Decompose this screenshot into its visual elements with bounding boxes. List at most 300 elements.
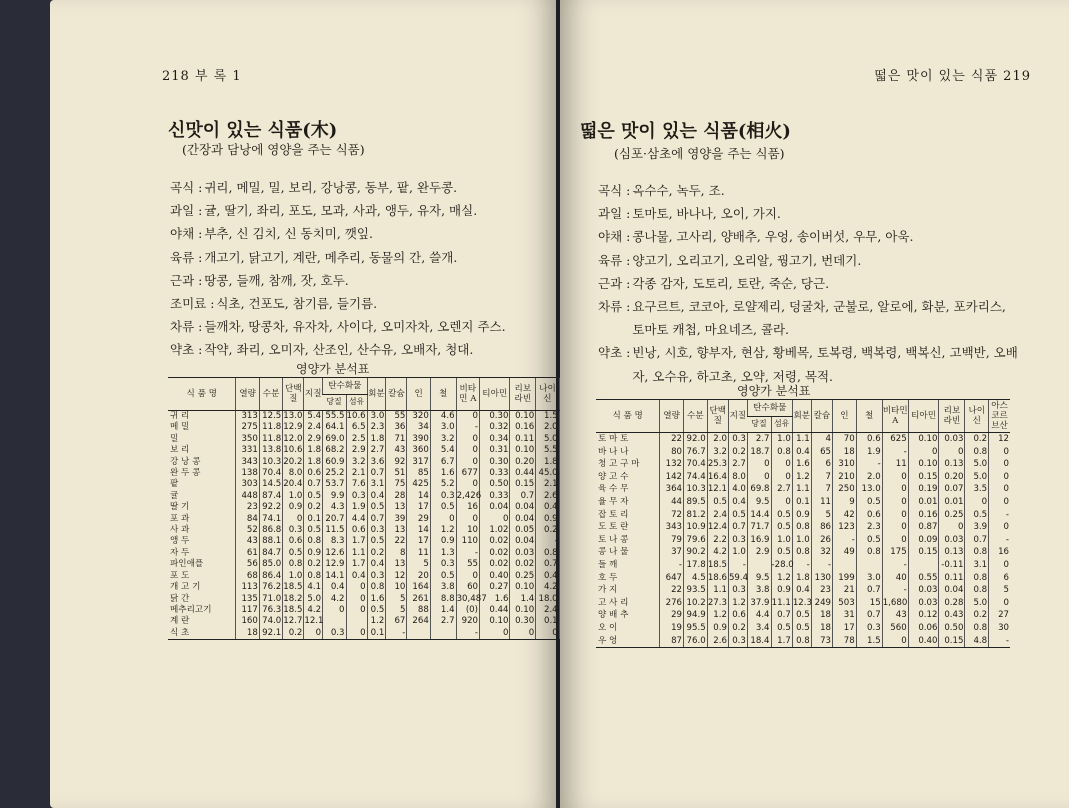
value-cell: 5.4 bbox=[430, 445, 456, 456]
nutrition-table bbox=[596, 399, 1010, 648]
value-cell: 0.6 bbox=[346, 525, 367, 536]
value-cell bbox=[747, 559, 771, 572]
value-cell: 43 bbox=[386, 445, 407, 456]
value-cell: - bbox=[536, 536, 559, 547]
value-cell: 2.6 bbox=[707, 635, 728, 648]
value-cell: 0.2 bbox=[728, 622, 747, 635]
value-cell: 81.2 bbox=[684, 509, 708, 522]
value-cell: 12 bbox=[989, 433, 1010, 446]
food-name-cell: 들 깨 bbox=[598, 559, 618, 570]
value-cell: 0 bbox=[989, 483, 1010, 496]
value-cell: 5 bbox=[407, 559, 430, 570]
value-cell: 86.8 bbox=[259, 525, 282, 536]
value-cell: 264 bbox=[407, 616, 430, 627]
table-row bbox=[596, 446, 1010, 459]
value-cell: 16.4 bbox=[707, 471, 727, 482]
section-subtitle: (간장과 담낭에 영양을 주는 식품) bbox=[182, 142, 365, 157]
table-row bbox=[596, 622, 1010, 635]
value-cell: 1.0 bbox=[792, 534, 811, 547]
value-cell: 36 bbox=[386, 422, 407, 433]
value-cell: 1.7 bbox=[346, 536, 367, 547]
value-cell: 0.7 bbox=[510, 491, 536, 502]
value-cell: 0.8 bbox=[965, 446, 989, 459]
table-row bbox=[168, 491, 578, 502]
value-cell: 303 bbox=[236, 479, 259, 490]
category-label: 육류 : bbox=[598, 252, 631, 268]
food-category-row bbox=[598, 341, 1018, 387]
value-cell: 0.2 bbox=[304, 502, 323, 513]
value-cell: 1.2 bbox=[771, 572, 792, 585]
value-cell: 80 bbox=[660, 446, 684, 459]
value-cell: 0.8 bbox=[792, 521, 811, 534]
value-cell: 7.6 bbox=[346, 479, 367, 490]
table-row bbox=[168, 548, 578, 559]
value-cell: 17 bbox=[833, 622, 857, 635]
value-cell: - bbox=[989, 509, 1010, 522]
value-cell: 0.5 bbox=[367, 536, 386, 547]
value-cell: 1.7 bbox=[771, 635, 792, 648]
value-cell: 5 bbox=[811, 509, 832, 522]
value-cell: 0.10 bbox=[510, 411, 536, 423]
value-cell: 2.7 bbox=[367, 445, 386, 456]
value-cell: 10 bbox=[456, 525, 479, 536]
value-cell: 0.9 bbox=[304, 548, 323, 559]
value-cell: 0.7 bbox=[965, 534, 989, 547]
value-cell: 12 bbox=[386, 571, 407, 582]
value-cell: 425 bbox=[407, 479, 430, 490]
value-cell: 0 bbox=[989, 496, 1010, 509]
column-header: 리보 라빈 bbox=[510, 378, 536, 411]
value-cell: 18 bbox=[811, 609, 832, 622]
value-cell: 92.1 bbox=[259, 628, 282, 640]
column-header: 철 bbox=[856, 400, 882, 433]
value-cell: 0.01 bbox=[908, 496, 939, 509]
value-cell: 0.10 bbox=[908, 458, 939, 471]
value-cell bbox=[430, 628, 456, 640]
table-row bbox=[168, 411, 578, 423]
value-cell: 360 bbox=[407, 445, 430, 456]
food-name-cell: 강 낭 콩 bbox=[170, 456, 201, 467]
section-title: 신맛이 있는 식품(木) bbox=[168, 120, 338, 141]
value-cell: 4.6 bbox=[430, 411, 456, 423]
table-row bbox=[168, 628, 578, 640]
value-cell: 2.7 bbox=[747, 433, 771, 446]
value-cell: 11.5 bbox=[323, 525, 346, 536]
value-cell bbox=[346, 616, 367, 627]
value-cell: 0.4 bbox=[367, 559, 386, 570]
section-title: 떫은 맛이 있는 식품(相火) bbox=[580, 121, 791, 142]
food-name-cell: 자 두 bbox=[170, 547, 190, 558]
value-cell: 132 bbox=[660, 458, 684, 471]
value-cell: 73 bbox=[811, 635, 832, 648]
value-cell: 10.3 bbox=[259, 457, 282, 468]
value-cell: 0.33 bbox=[480, 468, 510, 479]
value-cell: 1.0 bbox=[771, 433, 792, 446]
value-cell: 343 bbox=[660, 521, 684, 534]
left-page bbox=[50, 0, 556, 808]
value-cell: 0.25 bbox=[510, 571, 536, 582]
value-cell: 19 bbox=[660, 622, 684, 635]
column-header: 인 bbox=[833, 400, 857, 433]
value-cell: 32 bbox=[811, 546, 832, 559]
value-cell: 17 bbox=[407, 502, 430, 513]
value-cell: 0.3 bbox=[367, 525, 386, 536]
value-cell: 0.8 bbox=[965, 546, 989, 559]
value-cell: 26 bbox=[811, 534, 832, 547]
value-cell: 0 bbox=[771, 458, 792, 471]
value-cell: 4.2 bbox=[536, 582, 559, 593]
value-cell: 4.4 bbox=[747, 609, 771, 622]
value-cell: 0.5 bbox=[856, 534, 882, 547]
value-cell: 0.6 bbox=[304, 468, 323, 479]
value-cell: 0 bbox=[430, 514, 456, 525]
value-cell: 0.40 bbox=[908, 635, 939, 648]
value-cell: 0.5 bbox=[792, 609, 811, 622]
value-cell: 2.1 bbox=[346, 468, 367, 479]
value-cell: 22 bbox=[660, 433, 684, 446]
value-cell: 14.4 bbox=[747, 509, 771, 522]
section-subtitle: (심포·삼초에 영양을 주는 식품) bbox=[614, 146, 785, 161]
value-cell: 0.2 bbox=[283, 628, 304, 640]
category-label: 곡식 : bbox=[598, 183, 631, 198]
column-header: 탄수화물 bbox=[747, 400, 792, 417]
food-name-cell: 메 밀 bbox=[170, 422, 190, 433]
value-cell: 1.1 bbox=[792, 483, 811, 496]
value-cell: 8.8 bbox=[430, 594, 456, 605]
value-cell: 67 bbox=[386, 616, 407, 627]
value-cell: 0.7 bbox=[367, 514, 386, 525]
column-header: 나이 신 bbox=[536, 378, 559, 411]
value-cell: 42 bbox=[833, 509, 857, 522]
food-category-list bbox=[170, 176, 550, 362]
value-cell: - bbox=[728, 559, 747, 572]
value-cell: 261 bbox=[407, 594, 430, 605]
table-row bbox=[168, 525, 578, 536]
value-cell: 0.6 bbox=[856, 433, 882, 446]
food-name-cell: 딸 기 bbox=[170, 502, 190, 513]
food-name-cell: 닭 간 bbox=[170, 593, 190, 604]
value-cell: 2.6 bbox=[536, 491, 559, 502]
value-cell: 3.0 bbox=[430, 422, 456, 433]
value-cell: 5 bbox=[386, 594, 407, 605]
category-label: 차류 : bbox=[598, 299, 631, 315]
value-cell: 55 bbox=[386, 411, 407, 423]
value-cell: 0.01 bbox=[939, 496, 965, 509]
value-cell: 0.20 bbox=[510, 457, 536, 468]
value-cell: 0.03 bbox=[908, 584, 939, 597]
value-cell: 11.1 bbox=[771, 597, 791, 608]
value-cell: 8 bbox=[386, 548, 407, 559]
value-cell: 0.04 bbox=[480, 502, 510, 513]
value-cell: 0.5 bbox=[367, 605, 386, 616]
value-cell: 3.1 bbox=[367, 479, 386, 490]
food-category-row bbox=[598, 249, 1018, 272]
value-cell: 2.7 bbox=[430, 616, 456, 627]
value-cell: 1.1 bbox=[792, 433, 811, 446]
food-name-cell: 앵 두 bbox=[170, 536, 190, 547]
value-cell: 0.6 bbox=[728, 609, 747, 622]
value-cell: 44 bbox=[660, 496, 684, 509]
food-name-cell: 귀 리 bbox=[170, 411, 190, 421]
value-cell: 25.2 bbox=[323, 468, 346, 479]
value-cell: 0.02 bbox=[480, 536, 510, 547]
value-cell: 1.5 bbox=[856, 635, 882, 648]
table-caption: 영양가 분석표 bbox=[737, 384, 811, 398]
food-category-row bbox=[598, 295, 1018, 341]
value-cell: 2.5 bbox=[346, 434, 367, 445]
value-cell: 14 bbox=[407, 491, 430, 502]
value-cell: 0.04 bbox=[510, 514, 536, 525]
category-foods: 부추, 신 김치, 신 동치미, 깻잎. bbox=[204, 226, 373, 242]
value-cell: 1.2 bbox=[367, 616, 386, 627]
value-cell: 0.04 bbox=[510, 502, 536, 513]
column-header: 열량 bbox=[660, 400, 684, 433]
category-foods: 귤, 딸기, 좌리, 포도, 모과, 사과, 앵두, 유자, 매실. bbox=[204, 203, 478, 219]
value-cell: 15 bbox=[856, 597, 882, 610]
value-cell: 3.2 bbox=[346, 457, 367, 468]
value-cell: 2.0 bbox=[707, 433, 728, 446]
value-cell: 76.3 bbox=[259, 605, 282, 616]
value-cell: 0 bbox=[908, 446, 939, 459]
value-cell: 55.5 bbox=[323, 411, 346, 423]
value-cell: 0.15 bbox=[510, 479, 536, 490]
value-cell: 74.1 bbox=[259, 514, 282, 525]
value-cell: 37.9 bbox=[747, 597, 771, 610]
value-cell: 0 bbox=[989, 471, 1010, 484]
value-cell: 31 bbox=[833, 609, 857, 622]
column-header: 나이 신 bbox=[965, 400, 989, 433]
value-cell: 0 bbox=[939, 446, 965, 459]
value-cell: 3.2 bbox=[430, 434, 456, 445]
value-cell: 0.5 bbox=[792, 622, 811, 635]
value-cell: 3.5 bbox=[965, 483, 989, 496]
value-cell: 74.4 bbox=[684, 471, 708, 484]
value-cell: 0.19 bbox=[908, 483, 939, 496]
value-cell: 13.8 bbox=[259, 445, 282, 456]
value-cell: 6.7 bbox=[430, 457, 456, 468]
value-cell: 4.3 bbox=[323, 502, 346, 513]
value-cell: 0.9 bbox=[707, 622, 728, 635]
value-cell: 12.3 bbox=[792, 597, 812, 608]
category-foods: 들깨차, 땅콩차, 유자차, 사이다, 오미자차, 오렌지 주스. bbox=[204, 319, 506, 335]
food-category-row bbox=[170, 292, 550, 315]
value-cell: - bbox=[989, 635, 1010, 648]
value-cell: 18.7 bbox=[747, 446, 771, 459]
value-cell: 276 bbox=[660, 597, 684, 610]
food-name-cell: 호 두 bbox=[598, 572, 618, 583]
value-cell: 1.8 bbox=[792, 572, 811, 585]
value-cell: 0.03 bbox=[939, 534, 965, 547]
value-cell: 0.13 bbox=[939, 458, 965, 471]
value-cell: 0.7 bbox=[771, 609, 792, 622]
value-cell: 13 bbox=[386, 502, 407, 513]
column-header: 티아민 bbox=[908, 400, 939, 433]
category-label: 차류 : bbox=[170, 319, 203, 335]
value-cell: 0.30 bbox=[510, 616, 536, 627]
value-cell: 2.7 bbox=[728, 458, 747, 471]
value-cell: 79.6 bbox=[684, 534, 708, 547]
value-cell: 86.4 bbox=[259, 571, 282, 582]
value-cell: 55 bbox=[456, 559, 479, 570]
value-cell: 647 bbox=[660, 572, 684, 585]
column-header: 당질 bbox=[323, 394, 346, 411]
value-cell: 11 bbox=[882, 458, 908, 471]
value-cell: 4.2 bbox=[707, 546, 728, 559]
value-cell: 1.6 bbox=[792, 458, 811, 471]
value-cell: 0 bbox=[882, 521, 908, 534]
value-cell: 0 bbox=[989, 559, 1010, 572]
value-cell: 0.4 bbox=[323, 582, 346, 593]
value-cell: 85.0 bbox=[259, 559, 282, 570]
value-cell: 1.4 bbox=[510, 594, 536, 605]
value-cell: 0.25 bbox=[939, 509, 965, 522]
value-cell: 1.2 bbox=[792, 471, 811, 484]
value-cell: 0.30 bbox=[480, 457, 510, 468]
value-cell: 18.4 bbox=[747, 635, 771, 648]
value-cell: 0.10 bbox=[510, 582, 536, 593]
value-cell: 0.5 bbox=[771, 546, 792, 559]
value-cell: 0.04 bbox=[939, 584, 965, 597]
value-cell: 0 bbox=[882, 509, 908, 522]
value-cell: 0.10 bbox=[908, 433, 939, 446]
value-cell: 0.5 bbox=[965, 509, 989, 522]
value-cell: 0.7 bbox=[536, 559, 559, 570]
value-cell: 0.02 bbox=[510, 559, 536, 570]
value-cell: 1.2 bbox=[707, 609, 728, 622]
value-cell: 0.7 bbox=[728, 521, 747, 534]
value-cell: 0.2 bbox=[728, 446, 747, 459]
column-header: 수분 bbox=[684, 400, 708, 433]
column-header: 탄수화물 bbox=[323, 378, 368, 395]
table-row bbox=[168, 479, 578, 490]
value-cell: 1.1 bbox=[346, 548, 367, 559]
table-row bbox=[168, 571, 578, 582]
value-cell: 2.9 bbox=[747, 546, 771, 559]
food-name-cell: 메추리고기 bbox=[170, 604, 212, 615]
value-cell: 0 bbox=[456, 445, 479, 456]
food-name-cell: 사 과 bbox=[170, 525, 190, 536]
value-cell: 5.0 bbox=[536, 434, 559, 445]
value-cell: 1.6 bbox=[367, 594, 386, 605]
value-cell: 0 bbox=[323, 605, 346, 616]
food-name-cell: 토 마 토 bbox=[598, 434, 629, 444]
food-name-cell: 양 배 추 bbox=[598, 610, 629, 621]
value-cell: 92.0 bbox=[684, 433, 708, 446]
value-cell: 71.7 bbox=[747, 521, 771, 534]
value-cell: 3.0 bbox=[367, 411, 386, 423]
value-cell: 0 bbox=[456, 479, 479, 490]
value-cell: 84 bbox=[236, 514, 259, 525]
category-foods: 옥수수, 녹두, 조. bbox=[632, 183, 725, 198]
value-cell: 3.0 bbox=[856, 572, 882, 585]
value-cell: 2.0 bbox=[536, 422, 559, 433]
food-name-cell: 우 엉 bbox=[596, 635, 660, 648]
value-cell: 0.30 bbox=[480, 411, 510, 423]
table-row bbox=[596, 509, 1010, 522]
value-cell: 0 bbox=[480, 628, 510, 640]
column-header: 섬유 bbox=[771, 416, 792, 433]
value-cell: 343 bbox=[236, 457, 259, 468]
value-cell bbox=[407, 628, 430, 640]
column-header: 아스 코르 브산 bbox=[989, 400, 1010, 433]
column-header: 당질 bbox=[747, 416, 771, 433]
food-category-row bbox=[170, 199, 550, 222]
value-cell: 317 bbox=[407, 457, 430, 468]
value-cell: 0.32 bbox=[480, 422, 510, 433]
value-cell: 0 bbox=[536, 628, 559, 640]
value-cell: 64.1 bbox=[323, 422, 346, 433]
value-cell: 1.0 bbox=[771, 534, 792, 547]
value-cell: 5 bbox=[989, 584, 1010, 597]
value-cell: 1.9 bbox=[856, 446, 882, 459]
value-cell: 13 bbox=[386, 559, 407, 570]
value-cell: 8.3 bbox=[323, 536, 346, 547]
table-row bbox=[596, 609, 1010, 622]
value-cell: 0.05 bbox=[510, 525, 536, 536]
value-cell: 0.4 bbox=[728, 496, 747, 509]
value-cell: 0.12 bbox=[908, 609, 939, 622]
table-row bbox=[168, 445, 578, 456]
value-cell: 43 bbox=[236, 536, 259, 547]
value-cell: 5.2 bbox=[430, 479, 456, 490]
category-foods: 각종 감자, 도토리, 토란, 죽순, 당근. bbox=[632, 275, 830, 291]
value-cell: 69.0 bbox=[323, 434, 346, 445]
value-cell: 1.0 bbox=[283, 491, 304, 502]
food-name-cell: 오 이 bbox=[598, 622, 618, 633]
food-name-cell: 밀 bbox=[170, 433, 179, 444]
value-cell: 0 bbox=[771, 471, 792, 484]
value-cell: 0.5 bbox=[771, 509, 792, 522]
value-cell: 0 bbox=[346, 628, 367, 640]
value-cell: 5.0 bbox=[965, 471, 989, 484]
value-cell: 0.3 bbox=[728, 584, 747, 597]
value-cell: 0.27 bbox=[480, 582, 510, 593]
food-name-cell: 계 란 bbox=[170, 616, 190, 627]
value-cell: 3.8 bbox=[747, 584, 771, 597]
value-cell bbox=[908, 559, 939, 572]
value-cell: 0.2 bbox=[304, 559, 323, 570]
value-cell: 0 bbox=[882, 496, 908, 509]
category-label: 약초 : bbox=[170, 342, 203, 358]
food-category-row bbox=[598, 272, 1018, 295]
value-cell: 40 bbox=[882, 572, 908, 585]
value-cell: 448 bbox=[236, 491, 259, 502]
value-cell: 3.1 bbox=[965, 559, 989, 572]
value-cell: 0.8 bbox=[792, 546, 811, 559]
value-cell: 0 bbox=[747, 471, 771, 484]
table-row bbox=[596, 559, 1010, 572]
category-foods: 토마토, 바나나, 오이, 가지. bbox=[632, 206, 781, 222]
food-name-cell: 가 지 bbox=[598, 585, 618, 596]
category-label: 과일 : bbox=[170, 203, 203, 219]
food-category-list bbox=[598, 179, 1018, 388]
value-cell: 68 bbox=[236, 571, 259, 582]
food-name-cell: 보 리 bbox=[170, 445, 190, 456]
value-cell: 0.43 bbox=[939, 609, 965, 622]
value-cell: 29 bbox=[407, 514, 430, 525]
value-cell: 87 bbox=[660, 635, 684, 648]
food-name-cell: 포 과 bbox=[170, 513, 190, 524]
value-cell: 1.02 bbox=[480, 525, 510, 536]
value-cell: 1.8 bbox=[367, 434, 386, 445]
value-cell: 0.5 bbox=[430, 571, 456, 582]
value-cell: 61 bbox=[236, 548, 259, 559]
value-cell: 95.5 bbox=[684, 622, 708, 635]
value-cell: 199 bbox=[833, 572, 857, 585]
food-name-cell: 잡 토 리 bbox=[598, 509, 629, 520]
value-cell: 18.5 bbox=[283, 604, 303, 615]
value-cell: 0.1 bbox=[536, 616, 559, 627]
